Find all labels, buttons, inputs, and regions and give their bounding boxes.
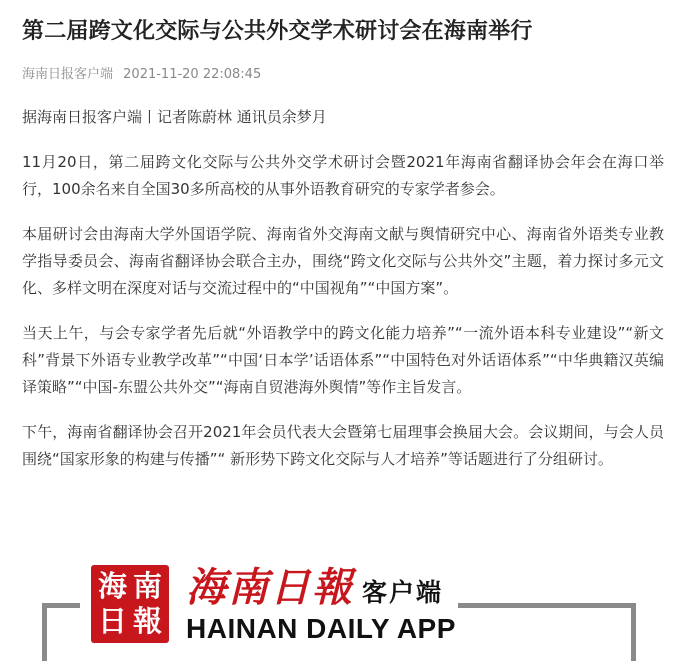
hainan-daily-app-banner (0, 556, 684, 661)
article-datetime: 2021-11-20 22:08:45 (123, 67, 262, 82)
brand-name-cn: 海南日報 (186, 564, 354, 611)
brand-name-en: HAINAN DAILY APP (186, 613, 456, 644)
seal-char-4: 報 (132, 604, 162, 638)
seal-char-2: 南 (132, 569, 162, 603)
seal-char-3: 日 (97, 604, 127, 638)
article (22, 0, 664, 473)
article-byline: 据海南日报客户端丨记者陈蔚林 通讯员余梦月 (22, 108, 327, 126)
article-paragraph-4: 下午，海南省翻译协会召开2021年会员代表大会暨第七届理事会换届大会。会议期间，与会人员围绕“国家形象的构建与传播”“ 新形势下跨文化交际与人才培养”等话题进行了分组研讨。 (22, 423, 664, 468)
article-meta (22, 66, 664, 84)
article-title: 第二届跨文化交际与公共外交学术研讨会在海南举行 (22, 19, 533, 44)
brand-app-label-cn: 客户端 (362, 578, 444, 607)
brand-wordmark (186, 566, 456, 646)
hainan-daily-seal-logo (91, 565, 169, 643)
article-paragraph-3: 当天上午，与会专家学者先后就“外语教学中的跨文化能力培养”“一流外语本科专业建设”“新文科”背景下外语专业教学改革”“中国‘日本学’话语体系”“中国特色对外话语体系”“中华典籍汉英编译策略”“中国-东盟公共外交”“海南自贸港海外舆情”等作主旨发言。 (22, 324, 664, 396)
article-paragraph-1: 11月20日，第二届跨文化交际与公共外交学术研讨会暨2021年海南省翻译协会年会在海口举行，100余名来自全国30多所高校的从事外语教育研究的专家学者参会。 (22, 153, 664, 198)
article-paragraph-2: 本届研讨会由海南大学外国语学院、海南省外交海南文献与舆情研究中心、海南省外语类专业教学指导委员会、海南省翻译协会联合主办，围绕“跨文化交际与公共外交”主题，着力探讨多元文化、多样文明在深度对话与交流过程中的“中国视角”“中国方案”。 (22, 225, 664, 297)
article-source: 海南日报客户端 (22, 67, 114, 82)
seal-char-1: 海 (97, 569, 127, 603)
